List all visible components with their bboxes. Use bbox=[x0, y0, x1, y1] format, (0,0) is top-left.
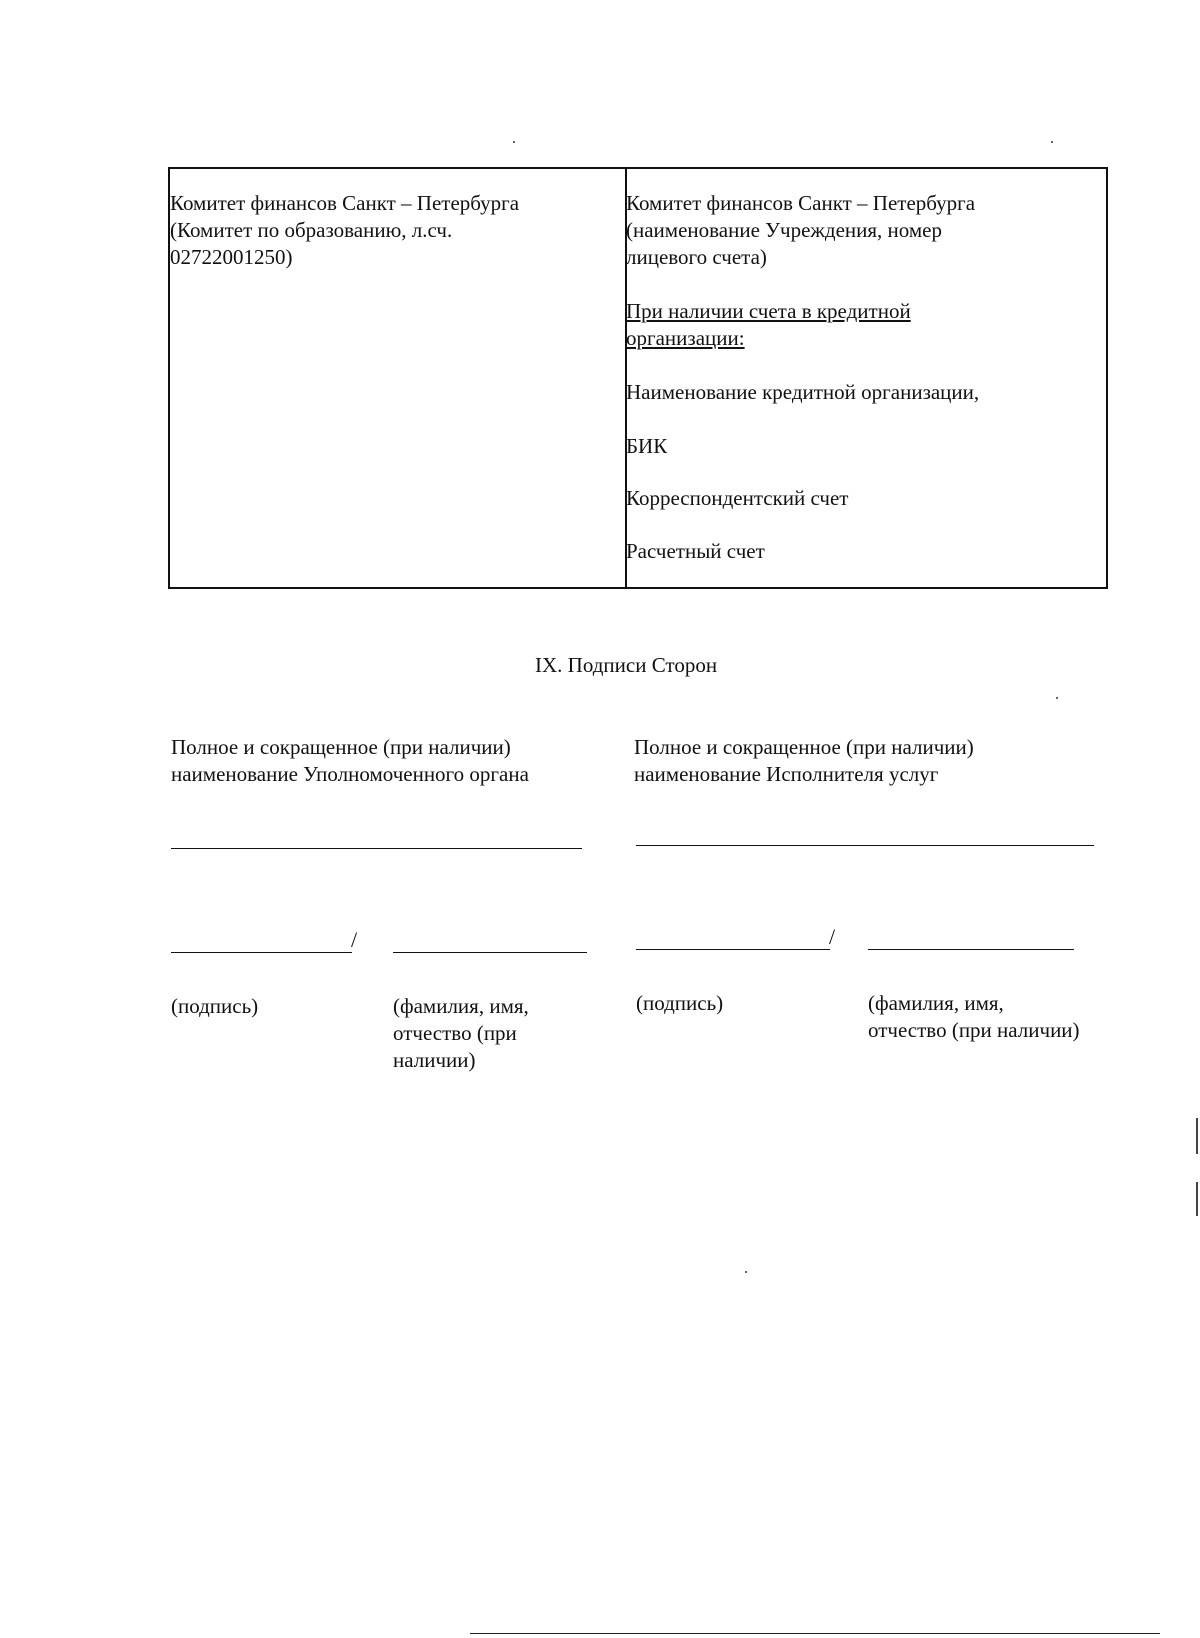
scan-edge-mark bbox=[1196, 1182, 1198, 1216]
credit-org-heading-line-2: организации: bbox=[626, 326, 745, 350]
scan-speck bbox=[513, 141, 515, 143]
scan-speck bbox=[745, 1271, 747, 1273]
left-signature-slash: / bbox=[351, 927, 358, 952]
left-organization-name-line bbox=[171, 848, 582, 849]
settlement-account-label: Расчетный счет bbox=[626, 539, 765, 563]
right-signature-label: (подпись) bbox=[636, 991, 724, 1015]
right-cell-line-2: (наименование Учреждения, номер bbox=[626, 218, 942, 242]
right-full-name-line bbox=[868, 949, 1074, 950]
left-full-name-line bbox=[393, 952, 587, 953]
scan-speck bbox=[1056, 697, 1058, 699]
left-heading-line-1: Полное и сокращенное (при наличии) bbox=[171, 735, 511, 759]
right-organization-name-line bbox=[636, 845, 1094, 846]
right-name-label-line-2: отчество (при наличии) bbox=[868, 1018, 1080, 1042]
scan-bottom-edge bbox=[470, 1633, 1160, 1634]
credit-org-heading-line-1: При наличии счета в кредитной bbox=[626, 299, 911, 323]
left-signature-label: (подпись) bbox=[171, 994, 259, 1018]
right-name-label-line-1: (фамилия, имя, bbox=[868, 991, 1004, 1015]
left-name-label-line-1: (фамилия, имя, bbox=[393, 994, 529, 1018]
corr-account-label: Корреспондентский счет bbox=[626, 486, 849, 510]
left-name-label-line-3: наличии) bbox=[393, 1048, 476, 1072]
requisites-table bbox=[168, 167, 1108, 589]
scan-speck bbox=[1051, 141, 1053, 143]
left-cell-line-3: 02722001250) bbox=[170, 245, 293, 269]
bank-name-label: Наименование кредитной организации, bbox=[626, 380, 980, 404]
section-title: IX. Подписи Сторон bbox=[535, 653, 718, 677]
left-name-label-line-2: отчество (при bbox=[393, 1021, 517, 1045]
right-cell-line-3: лицевого счета) bbox=[626, 245, 767, 269]
left-heading-line-2: наименование Уполномоченного органа bbox=[171, 762, 529, 786]
scan-edge-mark bbox=[1196, 1118, 1198, 1154]
left-cell-line-1: Комитет финансов Санкт – Петербурга bbox=[170, 191, 520, 215]
left-cell-line-2: (Комитет по образованию, л.сч. bbox=[170, 218, 453, 242]
right-signature-line bbox=[636, 949, 830, 950]
right-signature-slash: / bbox=[829, 924, 836, 949]
right-heading-line-1: Полное и сокращенное (при наличии) bbox=[634, 735, 974, 759]
left-signature-line bbox=[171, 952, 352, 953]
right-heading-line-2: наименование Исполнителя услуг bbox=[634, 762, 939, 786]
bik-label: БИК bbox=[626, 434, 668, 458]
right-cell-line-1: Комитет финансов Санкт – Петербурга bbox=[626, 191, 976, 215]
